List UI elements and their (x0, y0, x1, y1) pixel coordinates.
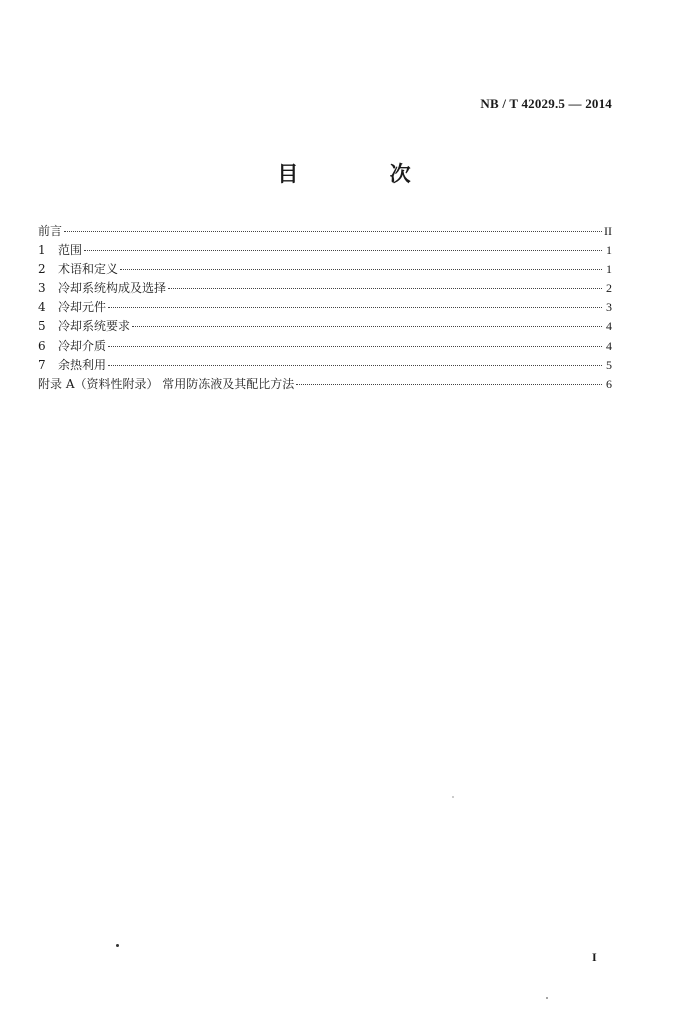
toc-entry-cooling-medium[interactable] (38, 337, 612, 356)
toc-entry-scope[interactable] (38, 241, 612, 260)
table-of-contents (38, 222, 612, 394)
scan-speck (546, 997, 548, 999)
toc-leader-dots (108, 346, 602, 347)
toc-leader-dots (64, 231, 602, 232)
toc-entry-cooling-system-composition[interactable] (38, 279, 612, 298)
toc-entry-page: 5 (606, 357, 612, 372)
toc-leader-dots (120, 269, 602, 270)
toc-entry-cooling-elements[interactable] (38, 298, 612, 317)
toc-entry-label: 余热利用 (58, 357, 107, 372)
toc-leader-dots (168, 288, 602, 289)
toc-entry-label: 冷却介质 (58, 338, 107, 353)
toc-entry-page: 2 (606, 281, 612, 296)
toc-entry-page: 1 (606, 243, 612, 258)
toc-entry-number: 4 (38, 300, 46, 315)
toc-entry-waste-heat-utilization[interactable] (38, 356, 612, 375)
toc-entry-number: 2 (38, 262, 46, 277)
toc-entry-page: II (604, 224, 612, 238)
toc-leader-dots (296, 384, 602, 385)
toc-leader-dots (108, 365, 602, 366)
toc-entry-label: 前言 (38, 224, 63, 238)
toc-entry-label: 冷却系统构成及选择 (58, 281, 167, 296)
toc-entry-number: 5 (38, 319, 46, 334)
toc-entry-page: 6 (606, 376, 612, 391)
toc-entry-label: 冷却系统要求 (58, 319, 131, 334)
scan-speck (116, 944, 119, 947)
toc-entry-page: 4 (606, 319, 612, 334)
page-title: 目 次 (277, 162, 453, 186)
toc-entry-number: 6 (38, 338, 46, 353)
standard-code: NB / T 42029.5 — 2014 (480, 96, 612, 111)
toc-entry-label: 冷却元件 (58, 300, 107, 315)
toc-entry-label: 术语和定义 (58, 262, 119, 277)
toc-leader-dots (132, 326, 602, 327)
toc-entry-label: 附录 A（资料性附录） 常用防冻液及其配比方法 (38, 376, 295, 391)
toc-entry-number: 7 (38, 357, 46, 372)
toc-entry-page: 4 (606, 338, 612, 353)
toc-entry-page: 3 (606, 300, 612, 315)
toc-entry-number: 3 (38, 281, 46, 296)
page-number: I (592, 950, 597, 964)
toc-entry-terms[interactable] (38, 260, 612, 279)
toc-entry-label: 范围 (58, 243, 83, 258)
toc-entry-foreword[interactable] (38, 222, 612, 241)
scan-speck (452, 796, 454, 798)
toc-entry-page: 1 (606, 262, 612, 277)
toc-leader-dots (84, 250, 602, 251)
toc-entry-appendix-a[interactable] (38, 375, 612, 394)
toc-entry-number: 1 (38, 243, 46, 258)
toc-entry-cooling-system-requirements[interactable] (38, 317, 612, 336)
toc-leader-dots (108, 307, 602, 308)
